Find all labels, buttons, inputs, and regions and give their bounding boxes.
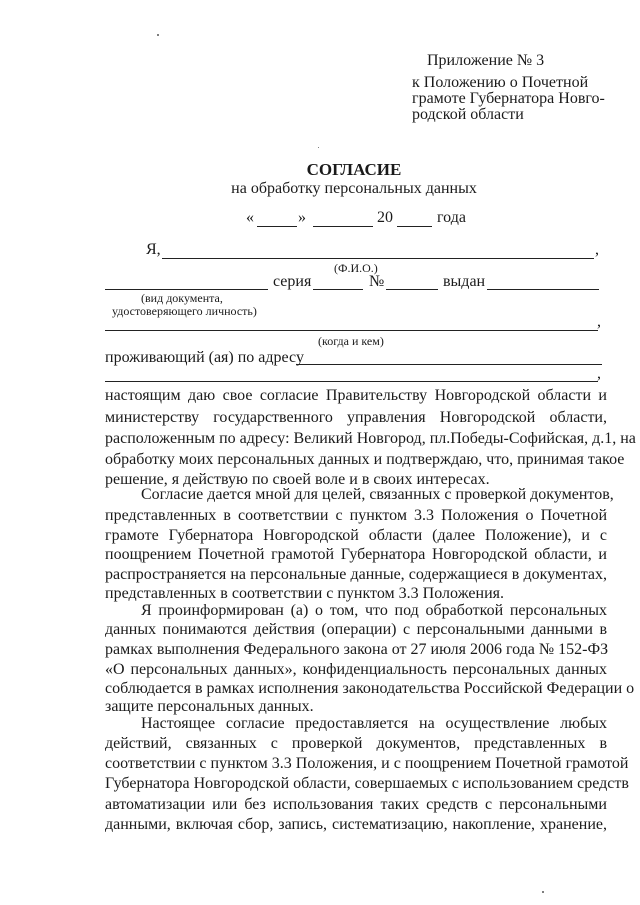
date-year-prefix: 20 (377, 209, 393, 226)
issued-field[interactable] (487, 289, 599, 290)
appendix-reference-line-1: к Положению о Почетной (412, 74, 589, 91)
appendix-reference-line-3: родской области (412, 106, 524, 123)
fio-field[interactable] (162, 258, 594, 259)
fio-caption: (Ф.И.О.) (334, 261, 378, 275)
paragraph-3-line: «О персональных данных», конфиденциальность персональных данных (105, 661, 607, 678)
paragraph-4-line: Настоящее согласие предоставляется на осуществление любых (141, 715, 607, 732)
address-label: проживающий (ая) по адресу (105, 349, 304, 366)
paragraph-2-line: Согласие дается мной для целей, связанных с проверкой документов, (141, 486, 614, 503)
paragraph-4-line: данными, включая сбор, запись, систематизацию, накопление, хранение, (105, 816, 607, 833)
date-open-quote: « (246, 209, 254, 226)
paragraph-4-line: действий, связанных с проверкой документов, представленных в (105, 735, 607, 752)
paragraph-1-line: решение, я действую по своей воле и в своих интересах. (105, 471, 490, 488)
number-label: № (369, 273, 385, 290)
paragraph-2-line: представленных в соответствии с пунктом 3.3 Положения о Почетной (105, 507, 607, 524)
when-by-whom-field[interactable] (105, 330, 598, 331)
paragraph-2-line: грамоте Губернатора Новгородской области (далее Положение), и с (105, 527, 607, 544)
paragraph-2-line: распространяется на персональные данные, содержащиеся в документах, (105, 566, 607, 583)
date-year-blank[interactable] (397, 226, 432, 227)
scan-speck (157, 34, 159, 36)
issued-label: выдан (443, 273, 486, 290)
scan-speck (318, 147, 319, 148)
paragraph-1-line: настоящим даю свое согласие Правительству Новгородской области и (105, 387, 607, 404)
paragraph-3-line: рамках выполнения Федерального закона от 27 июля 2006 года № 152-ФЗ (105, 641, 609, 658)
date-month-blank[interactable] (313, 226, 373, 227)
paragraph-2-line: представленных в соответствии с пунктом 3.3 Положения. (105, 585, 504, 602)
date-close-quote: » (298, 209, 306, 226)
when-by-whom-caption: (когда и кем) (318, 334, 384, 348)
paragraph-3-line: Я проинформирован (а) о том, что под обработкой персональных (141, 602, 607, 619)
document-subtitle: на обработку персональных данных (231, 180, 477, 197)
address-comma: , (597, 365, 601, 382)
seria-label: серия (273, 273, 312, 290)
document-title: СОГЛАСИЕ (306, 160, 402, 179)
paragraph-4-line: соответствии с пунктом 3.3 Положения, и с поощрением Почетной грамотой (105, 755, 629, 772)
scan-speck (542, 891, 544, 893)
paragraph-3-line: соблюдается в рамках исполнения законодательства Российской Федерации о (105, 680, 635, 697)
paragraph-1-line: министерству государственного управления Новгородской области, (105, 409, 607, 426)
paragraph-1-line: обработку моих персональных данных и подтверждаю, что, принимая такое (105, 451, 625, 468)
document-type-field[interactable] (105, 289, 268, 290)
paragraph-2-line: поощрением Почетной грамотой Губернатора Новгородской области, и (105, 546, 607, 563)
paragraph-3-line: защите персональных данных. (105, 698, 314, 715)
fio-comma: , (595, 241, 599, 258)
paragraph-4-line: автоматизации или без использования таких средств с персональными (105, 796, 607, 813)
address-field[interactable] (296, 364, 602, 365)
address-field-continuation[interactable] (105, 381, 598, 382)
date-year-suffix: года (437, 209, 466, 226)
paragraph-1-line: расположенным по адресу: Великий Новгород, пл.Победы-Софийская, д.1, на (105, 430, 636, 447)
paragraph-4-line: Губернатора Новгородской области, совершаемых с использованием средств (105, 775, 629, 792)
paragraph-3-line: данных понимаются действия (операции) с персональными данными в (105, 621, 607, 638)
document-type-caption-1: (вид документа, (141, 291, 223, 305)
appendix-reference-line-2: грамоте Губернатора Новго- (412, 90, 605, 107)
seria-field[interactable] (313, 289, 363, 290)
when-by-whom-comma: , (597, 313, 601, 330)
date-day-blank[interactable] (257, 226, 297, 227)
appendix-label: Приложение № 3 (427, 52, 545, 69)
ya-label: Я, (146, 241, 161, 258)
number-field[interactable] (386, 289, 438, 290)
document-type-caption-2: удостоверяющего личность) (112, 304, 257, 318)
